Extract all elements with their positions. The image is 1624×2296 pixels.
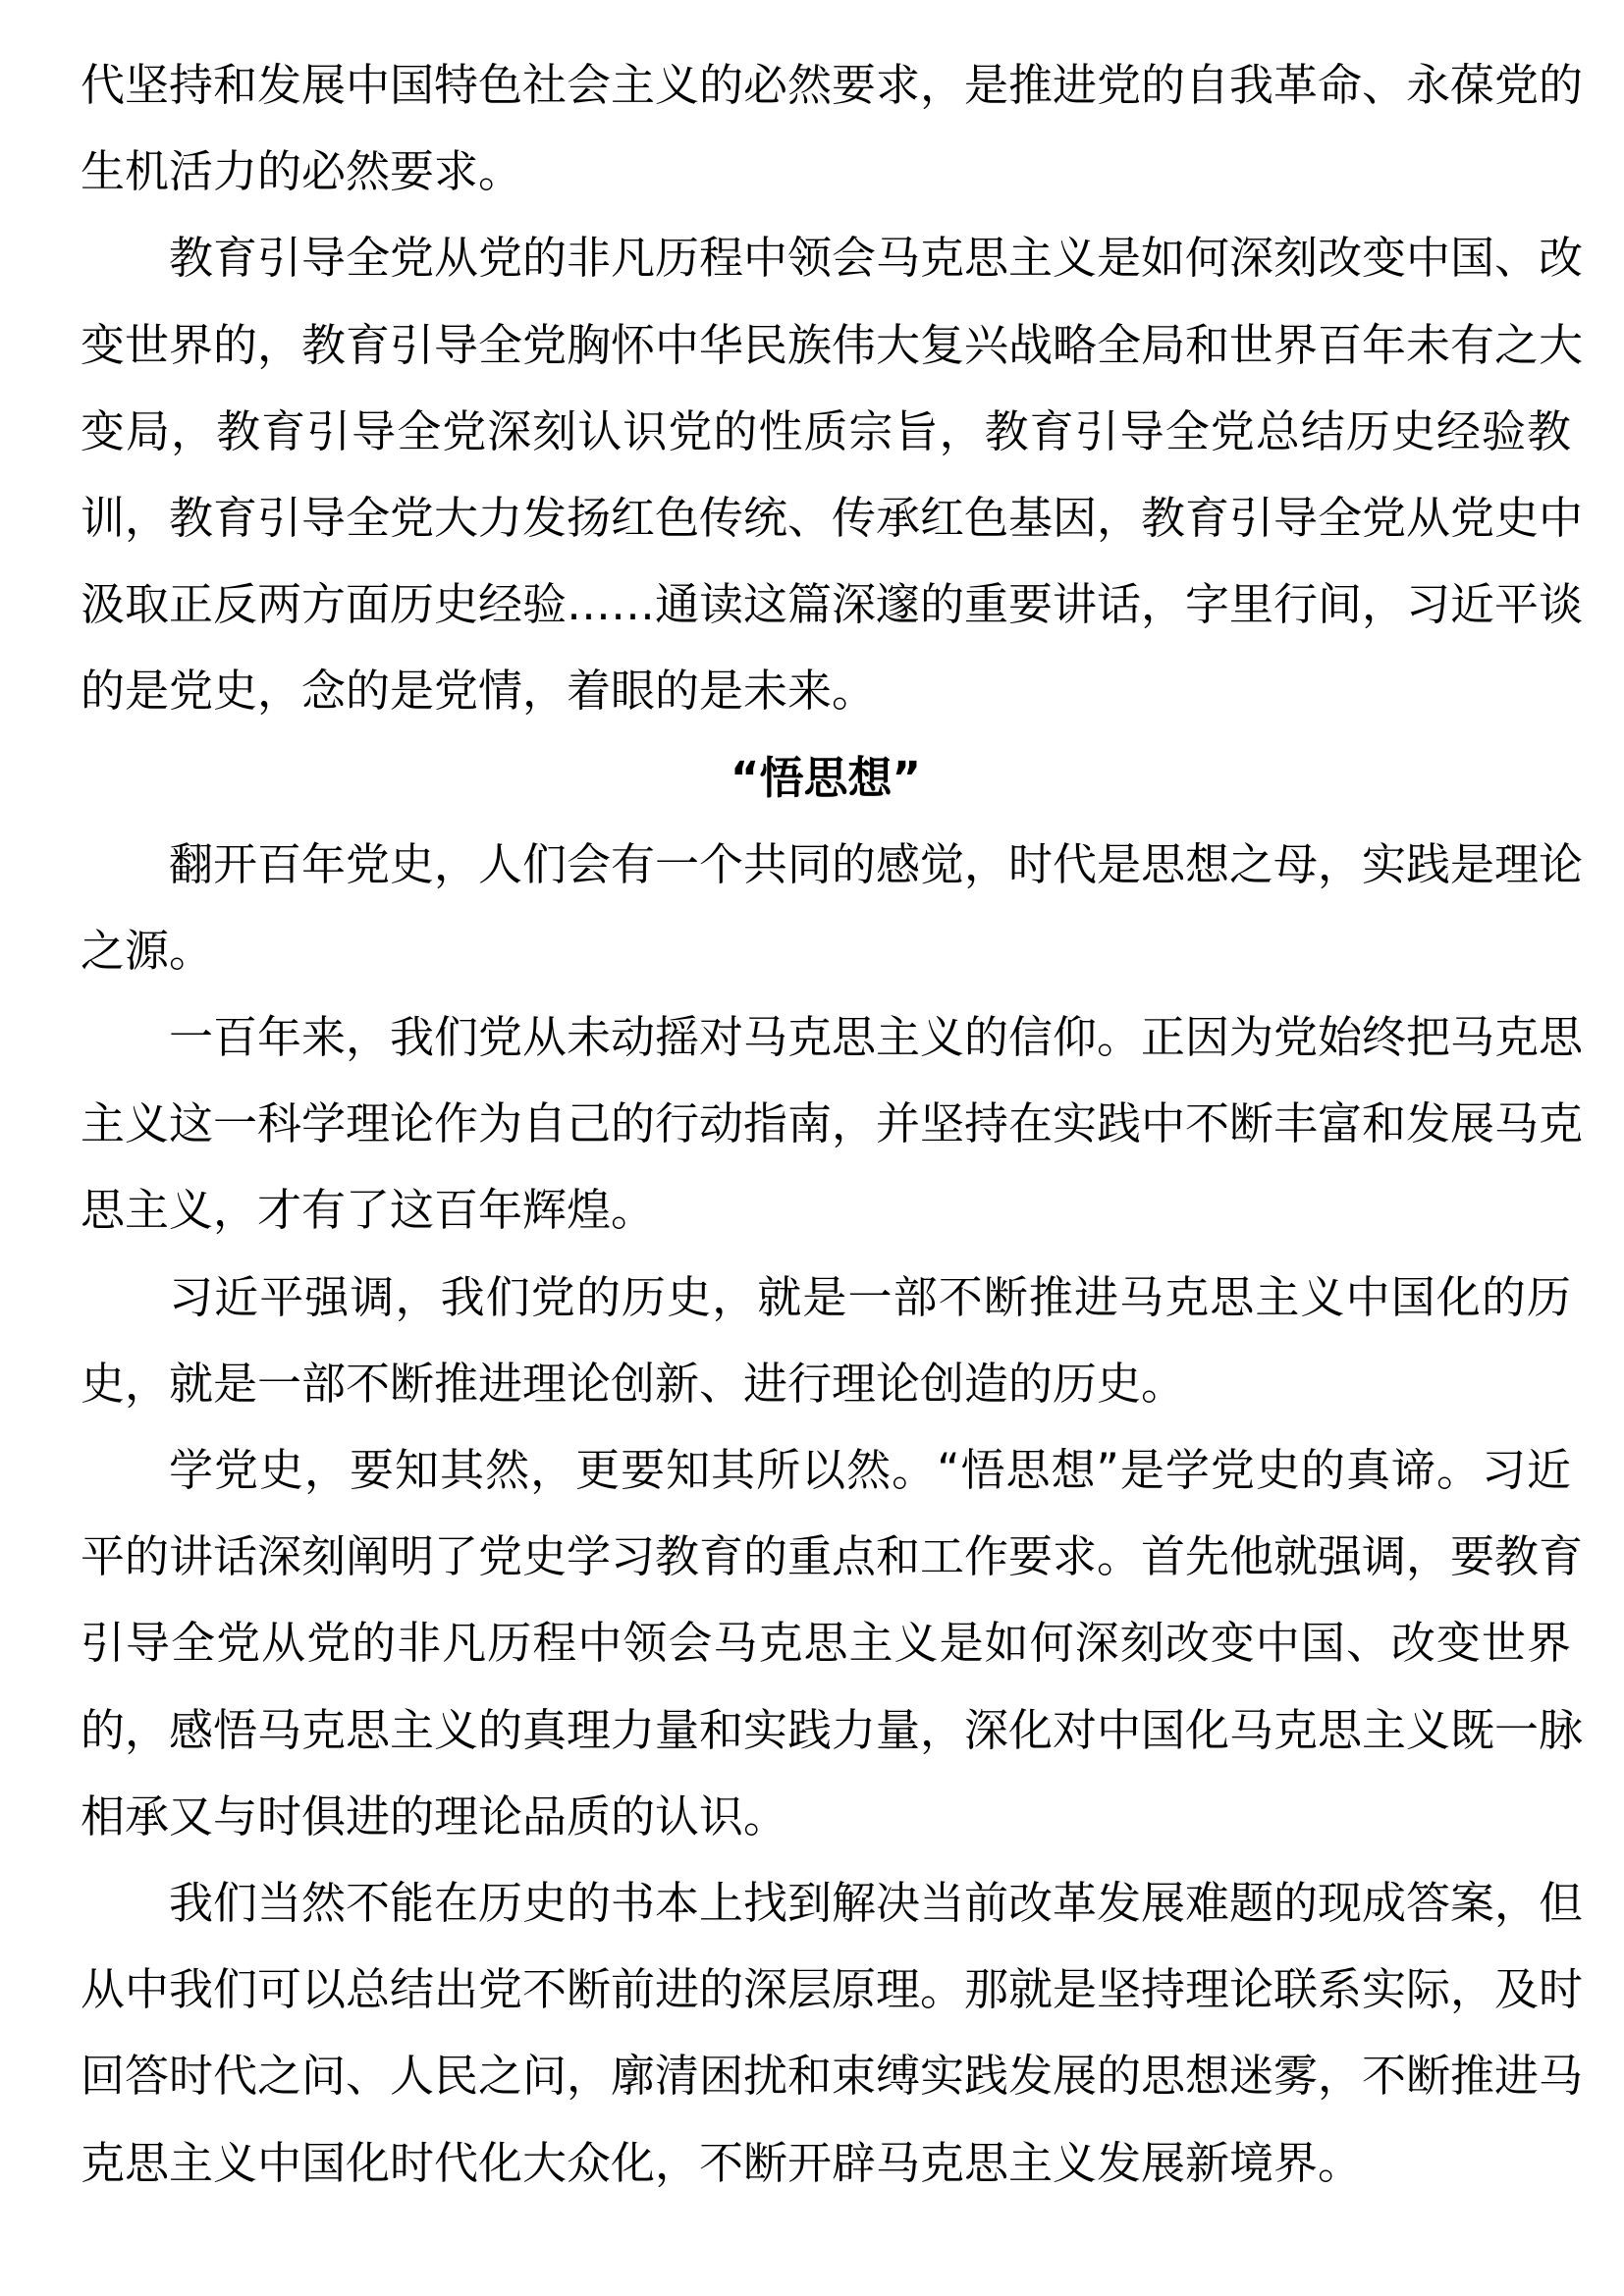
text-line: 代坚持和发展中国特色社会主义的必然要求，是推进党的自我革命、永葆党的 <box>81 59 1584 111</box>
paragraph <box>81 215 1584 734</box>
text-line: 史，就是一部不断推进理论创新、进行理论创造的历史。 <box>81 1357 1186 1410</box>
text-line: 教育引导全党从党的非凡历程中领会马克思主义是如何深刻改变中国、改 <box>169 232 1584 285</box>
section-heading: “悟思想” <box>730 751 922 804</box>
text-line: 思主义，才有了这百年辉煌。 <box>81 1184 656 1237</box>
text-line: 翻开百年党史，人们会有一个共同的感觉，时代是思想之母，实践是理论 <box>169 837 1584 890</box>
text-line: 引导全党从党的非凡历程中领会马克思主义是如何深刻改变中国、改变世界 <box>81 1617 1571 1670</box>
text-line: 变局，教育引导全党深刻认识党的性质宗旨，教育引导全党总结历史经验教 <box>81 404 1571 457</box>
text-line: 习近平强调，我们党的历史，就是一部不断推进马克思主义中国化的历 <box>169 1270 1571 1323</box>
text-line: 的是党史，念的是党情，着眼的是未来。 <box>81 665 877 718</box>
paragraph <box>81 822 1584 994</box>
text-line: 的，感悟马克思主义的真理力量和实践力量，深化对中国化马克思主义既一脉 <box>81 1703 1584 1756</box>
document-body <box>81 42 1584 2207</box>
text-line: 之源。 <box>81 924 214 977</box>
paragraph <box>81 42 1584 215</box>
text-line: 主义这一科学理论作为自己的行动指南，并坚持在实践中不断丰富和发展马克 <box>81 1097 1584 1150</box>
text-line: 平的讲话深刻阐明了党史学习教育的重点和工作要求。首先他就强调，要教育 <box>81 1530 1584 1583</box>
text-line: 训，教育引导全党大力发扬红色传统、传承红色基因，教育引导全党从党史中 <box>81 491 1584 544</box>
paragraph <box>81 994 1584 1255</box>
paragraph <box>81 1427 1584 1860</box>
text-line: 克思主义中国化时代化大众化，不断开辟马克思主义发展新境界。 <box>81 2136 1363 2189</box>
text-line: 变世界的，教育引导全党胸怀中华民族伟大复兴战略全局和世界百年未有之大 <box>81 318 1584 371</box>
text-line: 生机活力的必然要求。 <box>81 145 523 198</box>
text-line: 汲取正反两方面历史经验……通读这篇深邃的重要讲话，字里行间，习近平谈 <box>81 578 1584 631</box>
text-line: 我们当然不能在历史的书本上找到解决当前改革发展难题的现成答案，但 <box>169 1876 1584 1929</box>
text-line: 回答时代之问、人民之问，廓清困扰和束缚实践发展的思想迷雾，不断推进马 <box>81 2050 1584 2103</box>
paragraph <box>81 1860 1584 2207</box>
text-line: 一百年来，我们党从未动摇对马克思主义的信仰。正因为党始终把马克思 <box>169 1011 1584 1064</box>
paragraph <box>81 1255 1571 1427</box>
text-line: 学党史，要知其然，更要知其所以然。“悟思想”是学党史的真谛。习近 <box>169 1444 1571 1496</box>
text-line: 相承又与时俱进的理论品质的认识。 <box>81 1789 788 1842</box>
text-line: 从中我们可以总结出党不断前进的深层原理。那就是坚持理论联系实际，及时 <box>81 1963 1584 2016</box>
